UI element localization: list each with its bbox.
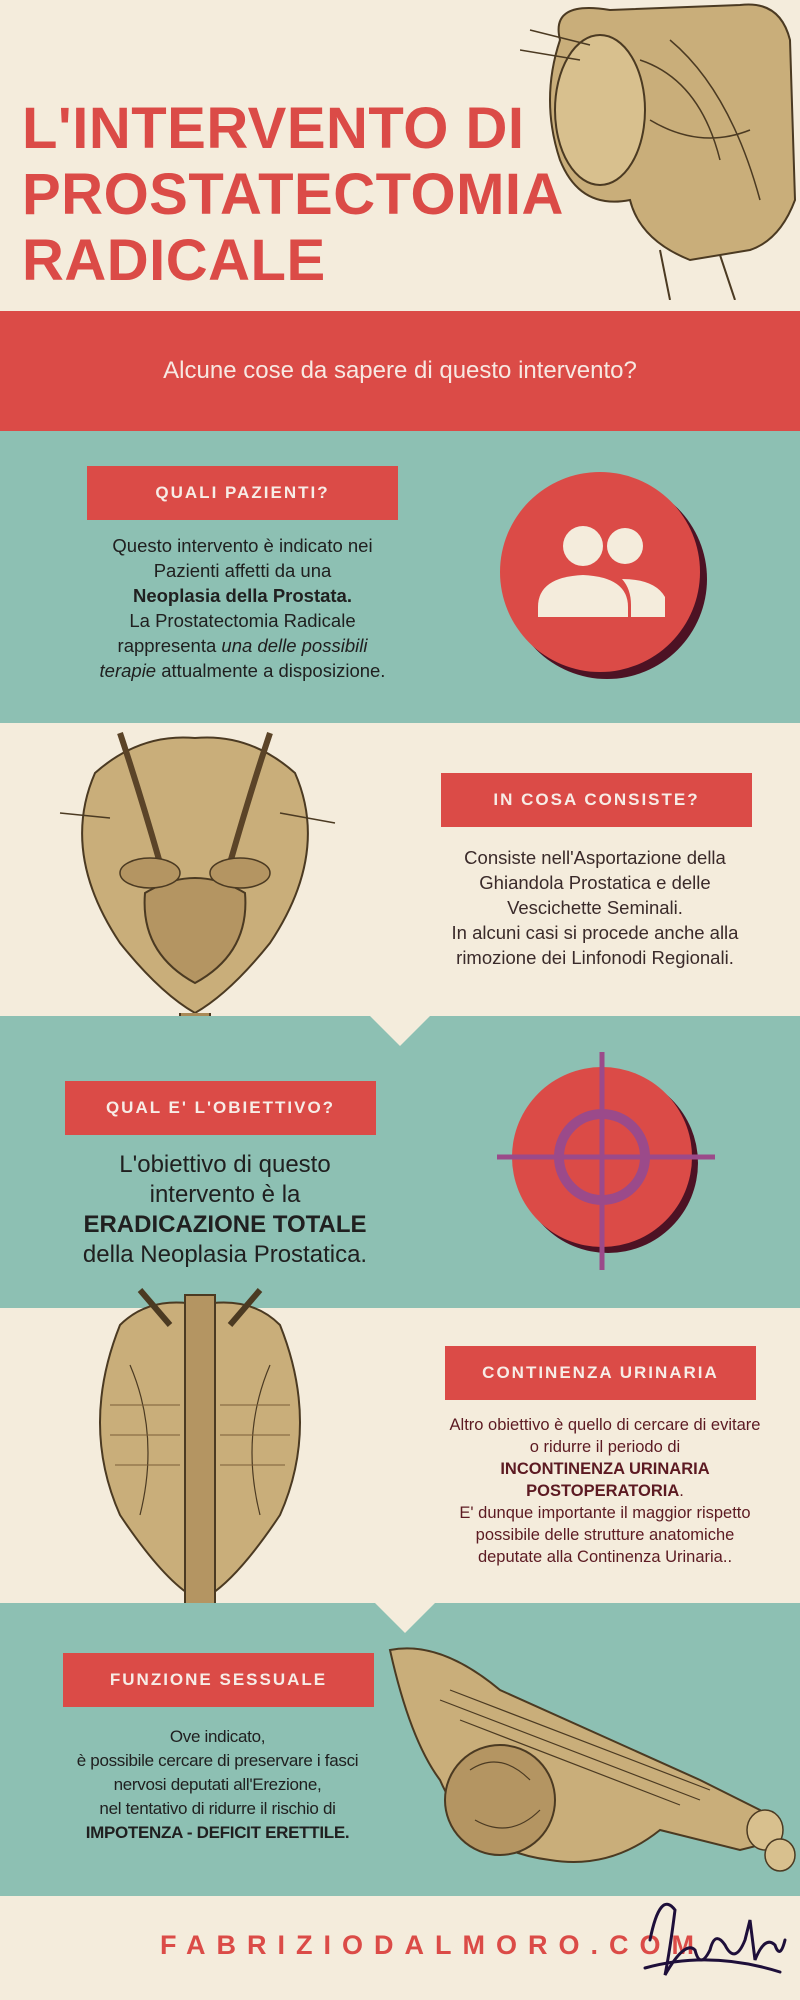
prostate-illustration <box>50 713 340 1053</box>
people-icon <box>495 467 715 687</box>
procedure-text: Consiste nell'Asportazione della Ghiandola Prostatica e delle Vescichette Seminali. In alcuni casi si procede anche alla rimozione dei Linfonodi Regionali. <box>451 847 739 968</box>
sexual-text: Ove indicato, è possibile cercare di preservare i fasci nervosi deputati all'Erezione, nel tentativo di ridurre il rischio di IMPOTENZA - DEFICIT ERETTILE. <box>76 1727 359 1842</box>
section-notch <box>375 1603 435 1633</box>
anatomy-illustration-top <box>520 0 800 300</box>
page-title-line-1: L'INTERVENTO DI <box>22 96 525 161</box>
section-illustration <box>80 1285 320 1645</box>
heading-objective: QUAL E' L'OBIETTIVO? <box>65 1081 376 1135</box>
section-notch <box>370 1016 430 1046</box>
penis-anatomy-illustration <box>380 1630 800 1890</box>
heading-sexual: FUNZIONE SESSUALE <box>63 1653 374 1707</box>
heading-continence: CONTINENZA URINARIA <box>445 1346 756 1400</box>
heading-patients: QUALI PAZIENTI? <box>87 466 398 520</box>
target-icon <box>495 1050 720 1275</box>
continence-text: Altro obiettivo è quello di cercare di evitare o ridurre il periodo di INCONTINENZA URINARIA POSTOPERATORIA. E' dunque importante il maggior rispetto possibile delle strutture anatomiche deputate alla Continenza Urinaria.. <box>449 1416 761 1566</box>
page-title-line-3: RADICALE <box>22 228 326 293</box>
footer-site-link[interactable]: FABRIZIODALMORO.COM <box>160 1930 705 1960</box>
signature <box>640 1880 790 1990</box>
subtitle-band: Alcune cose da sapere di questo intervento? <box>0 311 800 431</box>
page-title-line-2: PROSTATECTOMIA <box>22 162 564 227</box>
heading-procedure: IN COSA CONSISTE? <box>441 773 752 827</box>
patients-text: Questo intervento è indicato nei Pazienti affetti da una Neoplasia della Prostata. La Prostatectomia Radicale rappresenta una delle possibili terapie attualmente a disposizione. <box>99 535 386 681</box>
objective-text: L'obiettivo di questo intervento è la ERADICAZIONE TOTALE della Neoplasia Prostatica. <box>82 1151 368 1268</box>
